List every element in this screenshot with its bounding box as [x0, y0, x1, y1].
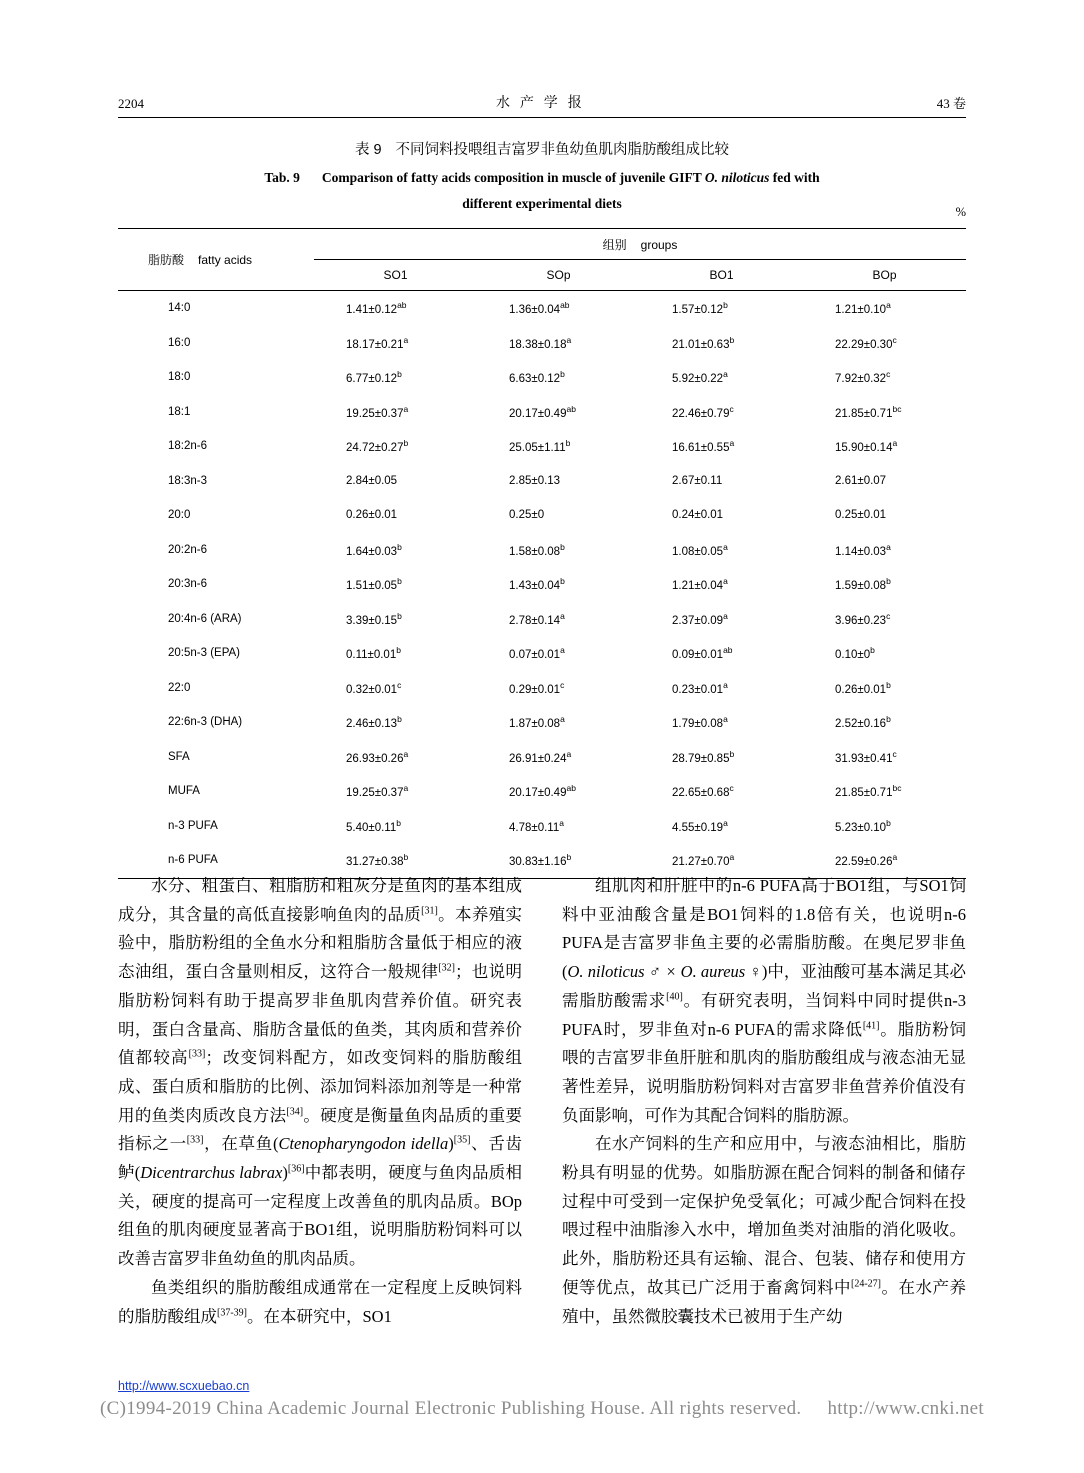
- table-row: [118, 429, 966, 464]
- table-cell-sop: 20.17±0.49$^{ab}$: [509, 783, 576, 800]
- groups-header-en: groups: [640, 237, 678, 252]
- paragraph-left-2: 鱼类组织的脂肪酸组成通常在一定程度上反映饲料的脂肪酸组成[37-39]。在本研究中，SO1: [118, 1277, 522, 1326]
- table-cell-so1: 2.84±0.05: [346, 474, 398, 487]
- reference-marker: [33]: [186, 1134, 204, 1146]
- table-cell-so1: 26.93±0.26$^a$: [346, 748, 409, 765]
- table-label-en: Tab. 9: [264, 170, 300, 185]
- table-cell-bo1: 21.27±0.70$^a$: [640, 843, 803, 878]
- table-caption-en-a: Comparison of fatty acids composition in muscle of juvenile GIFT: [321, 170, 705, 185]
- journal-name: 水 产 学 报: [496, 94, 585, 110]
- table-row: [118, 326, 966, 361]
- table-caption-en-line2: different experimental diets: [462, 195, 622, 211]
- table-cell-so1: 0.11±0.01$^b$: [346, 645, 401, 662]
- body-columns: [118, 872, 966, 1331]
- table-title-cn-text: 不同饲料投喂组吉富罗非鱼幼鱼肌肉脂肪酸组成比较: [395, 142, 730, 158]
- table-cell-sop: 4.78±0.11$^a$: [509, 817, 564, 834]
- paragraph-right-1: 组肌肉和肝脏中的n-6 PUFA高于BO1组，与SO1饲料中亚油酸含量是BO1饲料的1.8倍有关，也说明n-6 PUFA是吉富罗非鱼主要的必需脂肪酸。在奥尼罗非鱼(O. niloticus ♂ × O. aureus ♀)中，亚油酸可基本满足其必需脂肪酸需求[40]。有研究表明，当饲料中同时提供n-3 PUFA时，罗非鱼对n-6 PUFA的需求降低[41]。脂肪粉饲喂的吉富罗非鱼肝脏和肌肉的脂肪酸组成与液态油无显著性差异，说明脂肪粉饲料对吉富罗非鱼营养价值没有负面影响，可作为其配合饲料的脂肪源。: [562, 876, 967, 1125]
- reference-marker: [41]: [862, 1020, 880, 1032]
- copyright-footer: [0, 1398, 1084, 1420]
- fatty-acid-name: 14:0: [118, 291, 314, 326]
- table-cell-so1: 1.64±0.03$^b$: [346, 541, 402, 558]
- fatty-acid-name: n-6 PUFA: [118, 843, 314, 878]
- table-cell-bop: 22.59±0.26$^a$: [803, 843, 966, 878]
- table-cell-bo1: 0.24±0.01: [672, 509, 724, 522]
- table-cell-so1: 2.46±0.13$^b$: [346, 714, 402, 731]
- table-cell-bop: 21.85±0.71$^{bc}$: [835, 783, 902, 800]
- table-caption-en: [118, 165, 966, 216]
- table-caption-en-b: fed with: [769, 170, 820, 185]
- table-cell-bop: 31.93±0.41$^c$: [835, 748, 897, 765]
- table-cell-sop: 18.38±0.18$^a$: [509, 334, 572, 351]
- table-row: [118, 291, 966, 326]
- table-cell-bop: 0.26±0.01$^b$: [835, 679, 891, 696]
- table-cell-bo1: 22.65±0.68$^c$: [672, 783, 734, 800]
- fatty-acid-table-wrapper: [118, 228, 966, 879]
- groups-header-cn: 组别: [602, 237, 627, 252]
- table-cell-bop: $0.10\pm 0^b$: [835, 645, 875, 662]
- fatty-acid-name: 20:2n-6: [168, 543, 208, 556]
- table-cell-bo1: 1.21±0.04$^a$: [672, 576, 728, 593]
- table-cell-bop: 22.29±0.30$^c$: [835, 334, 897, 351]
- table-cell-sop: 1.87±0.08$^a$: [509, 714, 565, 731]
- fatty-acid-name: 18:3n-3: [168, 474, 208, 487]
- table-cell-bo1: 28.79±0.85$^b$: [672, 748, 735, 765]
- table-cell-bo1: 1.79±0.08$^a$: [672, 714, 728, 731]
- page-number: 2204: [118, 96, 144, 111]
- table-cell-bop: 7.92±0.32$^c$: [835, 369, 891, 386]
- fatty-acid-name: 20:3n-6: [168, 578, 208, 591]
- fatty-acid-name: SFA: [168, 750, 190, 763]
- reference-marker: [36]: [287, 1163, 305, 1175]
- species-name-italic: Dicentrarchus labrax: [140, 1163, 283, 1183]
- table-row: [118, 774, 966, 809]
- fatty-acid-name: 20:5n-3 (EPA): [168, 647, 241, 660]
- reference-marker: [33]: [188, 1048, 206, 1060]
- fatty-acid-name: 16:0: [168, 336, 191, 349]
- table-cell-so1: 0.26±0.01: [346, 509, 398, 522]
- table-cell-bo1: 22.46±0.79$^c$: [672, 403, 734, 420]
- fatty-acid-name: 22:0: [168, 681, 191, 694]
- reference-marker: [24-27]: [851, 1278, 881, 1290]
- table-cell-sop: 20.17±0.49$^{ab}$: [509, 403, 576, 420]
- groups-header: [314, 229, 966, 260]
- volume-label: 43 卷: [936, 96, 966, 111]
- table-cell-so1: 18.17±0.21$^a$: [346, 334, 409, 351]
- table-cell-sop: 1.43±0.04$^b$: [509, 576, 565, 593]
- table-caption-en-line1: [118, 165, 966, 191]
- table-cell-sop: 1.36±0.04$^{ab}$: [477, 291, 640, 326]
- reference-marker: [34]: [286, 1106, 304, 1118]
- table-cell-so1: 19.25±0.37$^a$: [346, 403, 409, 420]
- table-cell-so1: 6.77±0.12$^b$: [346, 369, 402, 386]
- fatty-acid-name: 20:0: [168, 509, 191, 522]
- table-cell-so1: 1.51±0.05$^b$: [346, 576, 402, 593]
- table-caption-cn: [118, 138, 966, 159]
- table-cell-bop: 2.61±0.07: [835, 474, 887, 487]
- fatty-acid-name: 20:4n-6 (ARA): [168, 612, 242, 625]
- column-header-bo1: BO1: [709, 268, 734, 282]
- table-row: [118, 498, 966, 533]
- table-row: [118, 671, 966, 706]
- column-header-bop: BOp: [872, 268, 897, 282]
- table-row: [118, 705, 966, 740]
- fatty-acid-table-body: [118, 291, 966, 879]
- table-cell-bop: 1.14±0.03$^a$: [835, 541, 891, 558]
- table-row: [118, 809, 966, 844]
- fatty-acid-header-en: fatty acids: [198, 253, 253, 267]
- table-cell-sop: 6.63±0.12$^b$: [509, 369, 565, 386]
- table-cell-sop: 2.85±0.13: [509, 474, 561, 487]
- table-header-fatty-acids: [118, 229, 314, 291]
- table-row: [118, 533, 966, 568]
- reference-marker: [31]: [421, 905, 438, 917]
- table-row: [118, 602, 966, 637]
- table-cell-bop: 0.25±0.01: [835, 509, 887, 522]
- table-row: [118, 395, 966, 430]
- copyright-text: (C)1994-2019 China Academic Journal Electronic Publishing House. All rights reserved.: [100, 1398, 802, 1419]
- table-unit: %: [955, 205, 966, 219]
- body-column-left: [118, 872, 522, 1331]
- table-cell-sop: 0.07±0.01$^a$: [509, 645, 565, 662]
- table-cell-bo1: 2.67±0.11: [672, 474, 723, 487]
- fatty-acid-name: MUFA: [168, 785, 200, 798]
- fatty-acid-name: 18:1: [168, 405, 191, 418]
- table-cell-sop: 26.91±0.24$^a$: [509, 748, 572, 765]
- reference-marker: [37-39]: [217, 1307, 247, 1319]
- table-label-cn: 表 9: [354, 142, 382, 158]
- table-row: [118, 636, 966, 671]
- table-cell-bop: 15.90±0.14$^a$: [835, 438, 898, 455]
- table-cell-sop: 30.83±1.16$^b$: [477, 843, 640, 878]
- table-row: [118, 740, 966, 775]
- journal-url-link[interactable]: http://www.scxuebao.cn: [118, 1379, 250, 1393]
- species-name-italic: Ctenopharyngodon idella: [278, 1134, 449, 1154]
- species-name-italic: O. niloticus: [704, 170, 770, 185]
- table-cell-bop: 2.52±0.16$^b$: [835, 714, 891, 731]
- paragraph-right-2: 在水产饲料的生产和应用中，与液态油相比，脂肪粉具有明显的优势。如脂肪源在配合饲料的制备和储存过程中可受到一定保护免受氧化；可减少配合饲料在投喂过程中油脂渗入水中，增加鱼类对油脂的消化吸收。此外，脂肪粉还具有运输、混合、包装、储存和使用方便等优点，故其已广泛用于畜禽饲料中[24-27]。在水产养殖中，虽然微胶囊技术已被用于生产幼: [562, 1134, 966, 1326]
- table-cell-bo1: 0.09±0.01$^{ab}$: [672, 645, 733, 662]
- column-header-sop: SOp: [546, 268, 571, 282]
- table-cell-bo1: 4.55±0.19$^a$: [672, 817, 728, 834]
- running-head: [118, 92, 966, 118]
- column-header-so1: SO1: [383, 268, 408, 282]
- table-cell-so1: 19.25±0.37$^a$: [346, 783, 409, 800]
- table-cell-so1: 5.40±0.11$^b$: [346, 817, 401, 834]
- table-cell-so1: 0.32±0.01$^c$: [346, 679, 402, 696]
- table-row: [118, 464, 966, 499]
- table-cell-so1: 24.72±0.27$^b$: [346, 438, 409, 455]
- paragraph-left-1: 水分、粗蛋白、粗脂肪和粗灰分是鱼肉的基本组成成分，其含量的高低直接影响鱼肉的品质[31]。本养殖实验中，脂肪粉组的全鱼水分和粗脂肪含量低于相应的液态油组，蛋白含量则相反，这符合一般规律[32]；也说明脂肪粉饲料有助于提高罗非鱼肌肉营养价值。研究表明，蛋白含量高、脂肪含量低的鱼类，其肉质和营养价值都较高[33]；改变饲料配方，如改变饲料的脂肪酸组成、蛋白质和脂肪的比例、添加饲料添加剂等是一种常用的鱼类肉质改良方法[34]。硬度是衡量鱼肉品质的重要指标之一[33]，在草鱼(Ctenopharyngodon idella)[35]、舌齿鲈(Dicentrarchus labrax)[36]中都表明，硬度与鱼肉品质相关，硬度的提高可一定程度上改善鱼的肌肉品质。BOp组鱼的肌肉硬度显著高于BO1组，说明脂肪粉饲料可以改善吉富罗非鱼幼鱼的肌肉品质。: [118, 876, 523, 1269]
- table-row: [118, 360, 966, 395]
- fatty-acid-header-cn: 脂肪酸: [148, 253, 185, 267]
- table-cell-bop: 1.21±0.10$^a$: [803, 291, 966, 326]
- table-cell-bo1: 21.01±0.63$^b$: [672, 334, 735, 351]
- table-cell-bo1: 1.08±0.05$^a$: [672, 541, 728, 558]
- fatty-acid-table: [118, 228, 966, 879]
- table-cell-bop: 3.96±0.23$^c$: [835, 610, 891, 627]
- table-cell-sop: 1.58±0.08$^b$: [509, 541, 565, 558]
- reference-marker: [40]: [666, 991, 683, 1003]
- table-header-row-groups: [118, 229, 966, 260]
- table-cell-sop: 0.29±0.01$^c$: [509, 679, 565, 696]
- fatty-acid-name: 22:6n-3 (DHA): [168, 716, 243, 729]
- fatty-acid-name: 18:2n-6: [168, 440, 208, 453]
- table-cell-bo1: 0.23±0.01$^a$: [672, 679, 728, 696]
- table-cell-sop: 2.78±0.14$^a$: [509, 610, 565, 627]
- table-cell-sop: 0.25±0: [509, 509, 545, 522]
- table-cell-bo1: 1.57±0.12$^b$: [640, 291, 803, 326]
- reference-marker: [35]: [453, 1134, 471, 1146]
- table-row: [118, 567, 966, 602]
- table-cell-bo1: 16.61±0.55$^a$: [672, 438, 735, 455]
- table-cell-sop: 25.05±1.11$^b$: [509, 438, 571, 455]
- table-cell-bop: 21.85±0.71$^{bc}$: [835, 403, 902, 420]
- table-cell-so1: 31.27±0.38$^b$: [314, 843, 477, 878]
- fatty-acid-name: 18:0: [168, 371, 191, 384]
- body-column-right: [562, 872, 966, 1331]
- reference-marker: [32]: [438, 962, 455, 974]
- table-cell-bo1: 5.92±0.22$^a$: [672, 369, 728, 386]
- species-name-italic: O. niloticus ♂ × O. aureus ♀: [567, 962, 762, 982]
- fatty-acid-name: n-3 PUFA: [168, 819, 218, 832]
- table-cell-bo1: 2.37±0.09$^a$: [672, 610, 728, 627]
- table-cell-so1: 3.39±0.15$^b$: [346, 610, 402, 627]
- cnki-url: http://www.cnki.net: [827, 1398, 984, 1419]
- table-cell-bop: 5.23±0.10$^b$: [835, 817, 891, 834]
- table-cell-so1: 1.41±0.12$^{ab}$: [314, 291, 477, 326]
- table-cell-bop: 1.59±0.08$^b$: [835, 576, 891, 593]
